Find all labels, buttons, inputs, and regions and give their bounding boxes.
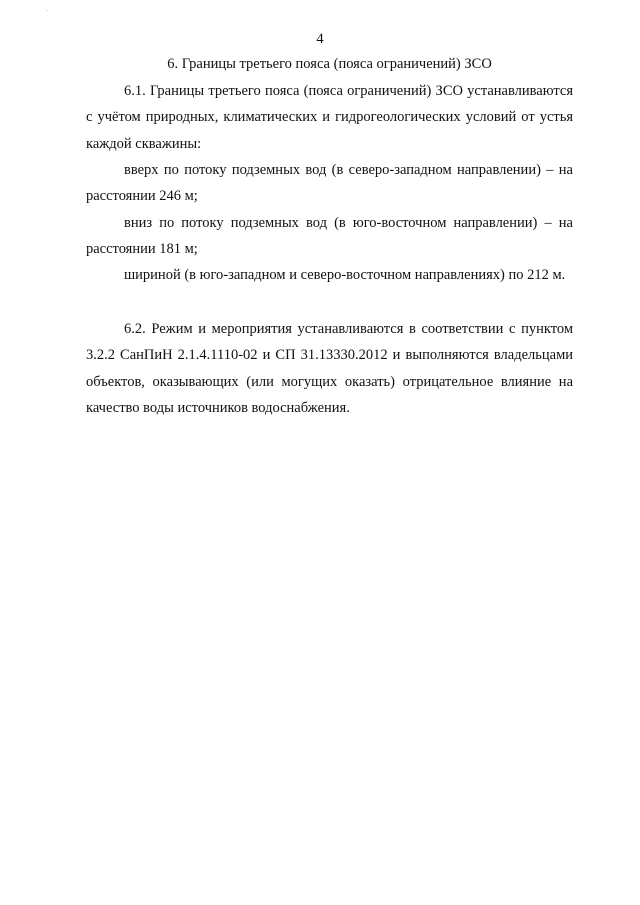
paragraph-upstream-distance: вверх по потоку подземных вод (в северо-западном направлении) – на расстоянии 246 м; (86, 162, 573, 205)
paragraph-6-2: 6.2. Режим и мероприятия устанавливаются в соответствии с пунктом 3.2.2 СанПиН 2.1.4.1110-02 и СП 31.13330.2012 и выполняются владельцами объектов, оказывающих (или могущих оказать) отрицательное влияние на качество воды источников водоснабжения. (86, 321, 573, 417)
corner-mark: · (46, 7, 49, 15)
paragraph-downstream-distance: вниз по потоку подземных вод (в юго-восточном направлении) – на расстоянии 181 м; (86, 215, 573, 258)
section-heading: 6. Границы третьего пояса (пояса ограничений) ЗСО (167, 56, 492, 72)
paragraph-width: шириной (в юго-западном и северо-восточном направлениях) по 212 м. (124, 267, 566, 283)
page-number: 4 (316, 31, 324, 47)
paragraph-6-1: 6.1. Границы третьего пояса (пояса ограничений) ЗСО устанавливаются с учётом природных, климатических и гидрогеологических условий от устья каждой скважины: (86, 83, 573, 152)
